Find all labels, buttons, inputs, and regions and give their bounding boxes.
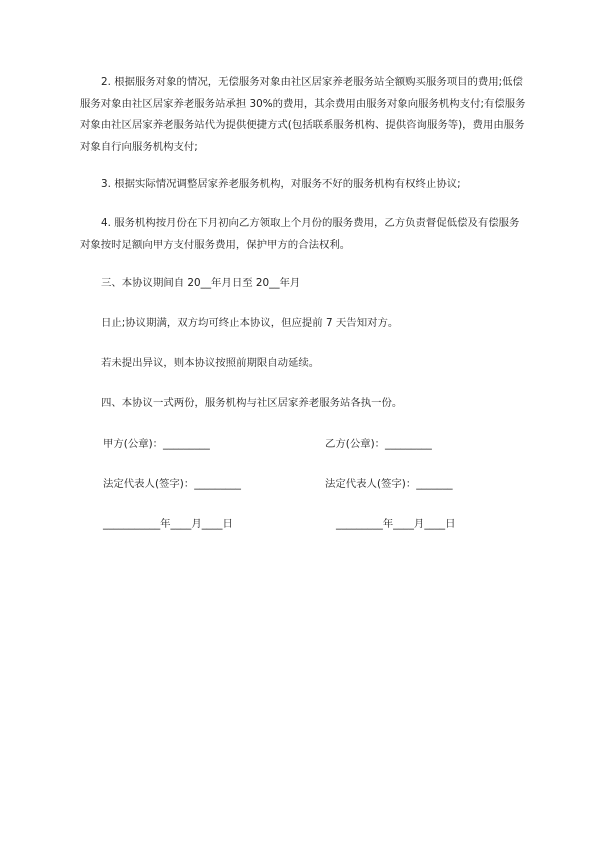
clause-3-paragraph: 3. 根据实际情况调整居家养老服务机构，对服务不好的服务机构有权终止协议; — [101, 178, 461, 190]
party-a-representative-line: 法定代表人(签字)：_________ — [103, 478, 241, 490]
auto-renewal-paragraph: 若未提出异议，则本协议按照前期限自动延续。 — [101, 357, 320, 369]
party-a-date-line: ___________年____月____日 — [103, 518, 233, 530]
term-end-paragraph: 日止;协议期满，双方均可终止本协议，但应提前 7 天告知对方。 — [101, 317, 399, 329]
clause-2-paragraph: 2. 根据服务对象的情况，无偿服务对象由社区居家养老服务站全额购买服务项目的费用;低偿服务对象由社区居家养老服务站承担 30%的费用，其余费用由服务对象向服务机构支付;有偿服务对象由社区居家养老服务站代为提供便捷方式(包括联系服务机构、提供咨询服务等)，费用由服务对象自行向服务机构支付; — [80, 76, 526, 153]
party-a-seal-line: 甲方(公章)：_________ — [103, 438, 210, 450]
clause-4-paragraph: 4. 服务机构按月份在下月初向乙方领取上个月份的服务费用，乙方负责督促低偿及有偿服务对象按时足额向甲方支付服务费用，保护甲方的合法权利。 — [80, 217, 520, 251]
party-b-seal-line: 乙方(公章)：_________ — [325, 438, 432, 450]
section-3-term-paragraph: 三、本协议期间自 20__年月日至 20__年月 — [101, 277, 301, 289]
section-4-copies-paragraph: 四、本协议一式两份，服务机构与社区居家养老服务站各执一份。 — [101, 397, 403, 409]
party-b-representative-line: 法定代表人(签字)：_______ — [325, 478, 453, 490]
party-b-date-line: _________年____月____日 — [336, 518, 456, 530]
